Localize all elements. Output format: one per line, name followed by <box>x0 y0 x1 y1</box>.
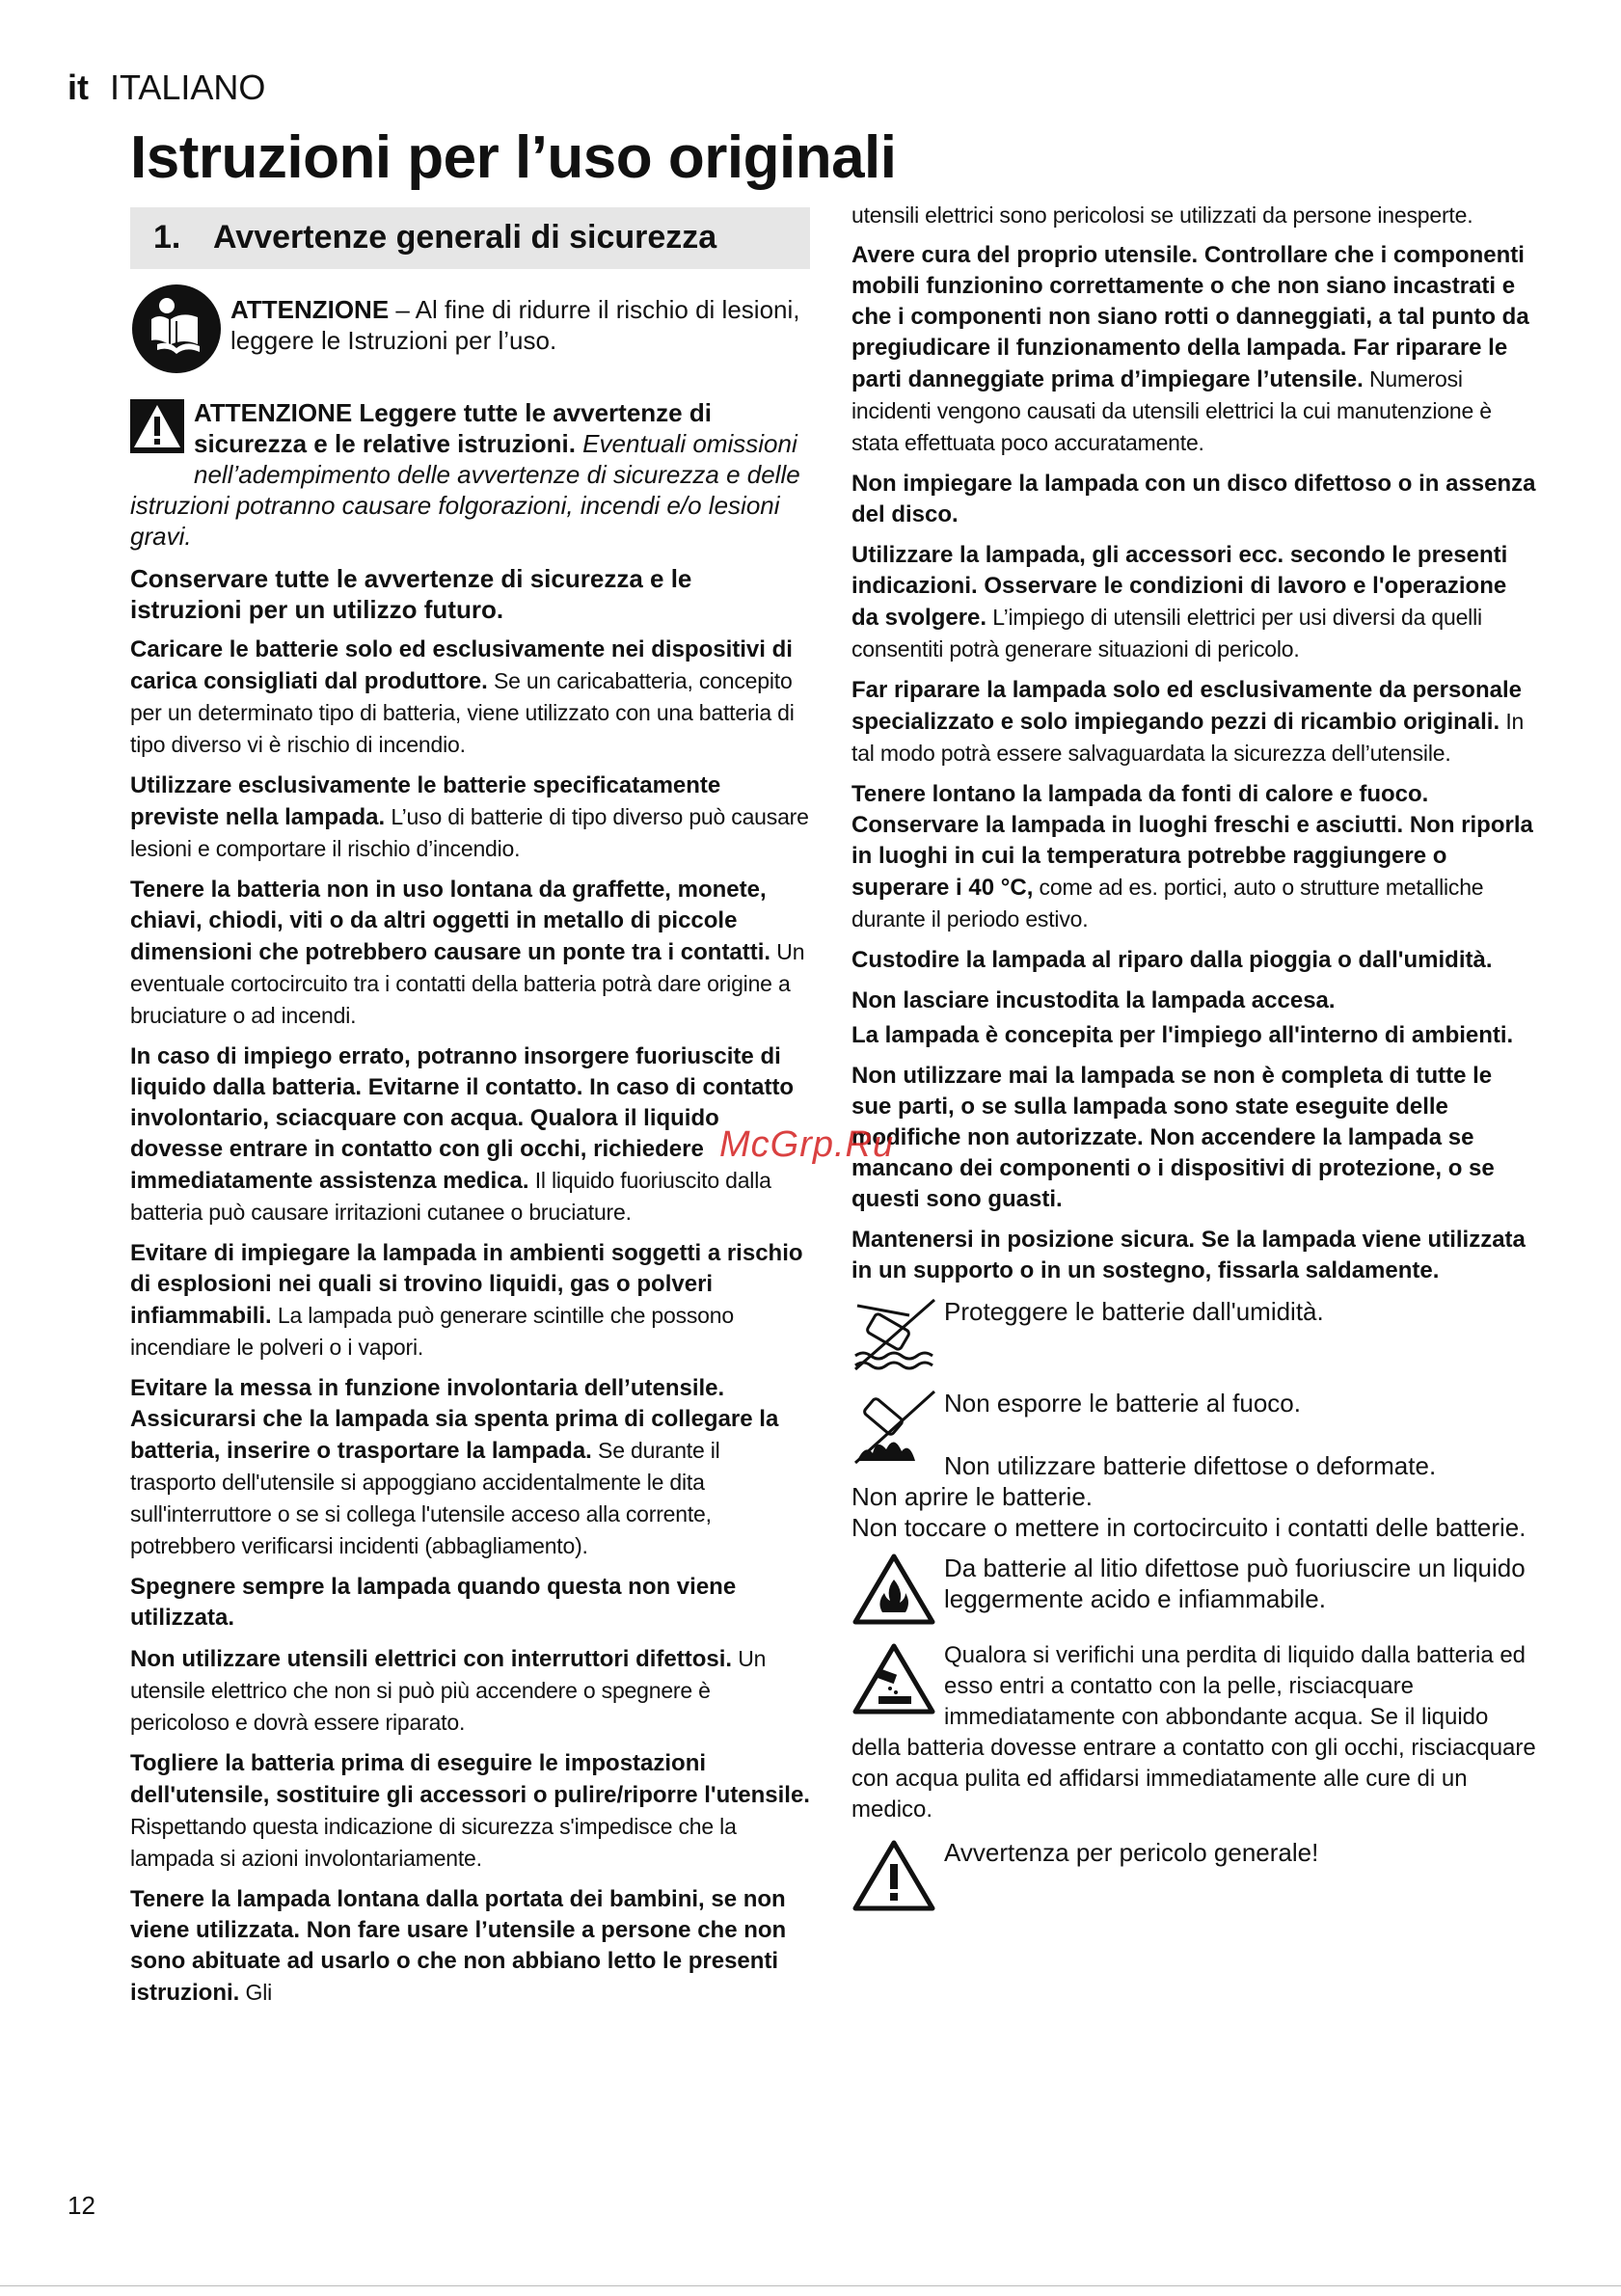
corrosive-warning-icon <box>851 1642 936 1724</box>
paragraph-bold: Utilizzare esclusivamente le batterie specificatamente previste nella lampada. <box>130 772 721 830</box>
paragraph <box>851 675 1538 770</box>
paragraph <box>130 1884 810 2009</box>
paragraph: Mantenersi in posizione sicura. Se la lampada viene utilizzata in un supporto o in un sostegno, fissarla saldamente. <box>851 1227 1526 1283</box>
paragraph-bold: Togliere la batteria prima di eseguire le impostazioni dell'utensile, sostituire gli accessori o pulire/riporre l'utensile. <box>130 1750 810 1808</box>
paragraph-bold: Non utilizzare utensili elettrici con interruttori difettosi. <box>130 1646 733 1672</box>
general-warning <box>130 397 810 552</box>
paragraph-text: Se un caricabatteria, concepito per un determinato tipo di batteria, viene utilizzato con una batteria di tipo diverso vi è rischio di incendio. <box>130 668 795 757</box>
paragraph-text: Un utensile elettrico che non si può più accendere o spegnere è pericoloso e dovrà essere riparato. <box>130 1646 767 1735</box>
paragraph-text: La lampada può generare scintille che possono incendiare le polveri o i vapori. <box>130 1303 734 1360</box>
general-warning-title: ATTENZIONE Leggere tutte le avvertenze di sicurezza e le relative istruzioni. <box>194 398 712 458</box>
paragraph-text: Se durante il trasporto dell'utensile si appoggiano accidentalmente le dita sull'interruttore o se si collega l'utensile acceso alla corrente, potrebbero verificarsi incidenti (abbagliamento). <box>130 1438 720 1558</box>
paragraph-text: Numerosi incidenti vengono causati da utensili elettrici la cui manutenzione è stata effettuata poco accuratamente. <box>851 366 1492 455</box>
language-code: it <box>68 68 89 107</box>
section-number: 1. <box>153 219 181 256</box>
general-warning-icon <box>851 1837 936 1921</box>
page-number: 12 <box>68 2191 95 2220</box>
paragraph-text: Rispettando questa indicazione di sicurezza s'impedisce che la lampada si azioni involontariamente. <box>130 1814 737 1871</box>
paragraph <box>130 1238 810 1364</box>
symbol-text: Qualora si verifichi una perdita di liquido dalla batteria ed esso entri a contatto con la pelle, risciacquare immediatamente con abbondante acqua. Se il liquido della batteria dovesse entrare a contatto con gli occhi, risciacquare con acqua pulita ed affidarsi immediatamente alle cure di un medico. <box>851 1642 1536 1823</box>
symbol-text: Da batterie al litio difettose può fuoriuscire un liquido leggermente acido e infiammabile. <box>944 1553 1526 1613</box>
right-column <box>851 200 1538 1929</box>
paragraph-bold: In caso di impiego errato, potranno insorgere fuoriuscite di liquido dalla batteria. Evitarne il contatto. In caso di contatto involontario, sciacquare con acqua. Qualora il liquido dovesse entrare in contatto con gli occhi, richiedere immediatamente assistenza medica. <box>130 1043 795 1194</box>
paragraph <box>851 779 1538 935</box>
read-manual-icon <box>130 283 223 384</box>
paragraph: La lampada è concepita per l'impiego all'interno di ambienti. <box>851 1022 1514 1048</box>
paragraph <box>130 635 810 761</box>
manual-note-label: ATTENZIONE <box>230 295 390 324</box>
paragraph-bold: Evitare di impiegare la lampada in ambienti soggetti a rischio di esplosioni nei quali si trovino liquidi, gas o polveri infiammabili. <box>130 1240 803 1329</box>
paragraph <box>130 875 810 1032</box>
symbol-corrosive <box>851 1640 1538 1825</box>
no-fire-icon <box>851 1388 936 1472</box>
paragraph: Non impiegare la lampada con un disco difettoso o in assenza del disco. <box>851 471 1536 527</box>
paragraph <box>130 1643 810 1739</box>
symbol-moisture <box>851 1296 1538 1380</box>
paragraph-text: come ad es. portici, auto o strutture metalliche durante il periodo estivo. <box>851 875 1484 932</box>
paragraph-text: L’uso di batterie di tipo diverso può causare lesioni e comportare il rischio d’incendio. <box>130 804 809 861</box>
paragraph: Non lasciare incustodita la lampada accesa. <box>851 987 1336 1013</box>
paragraph: Custodire la lampada al riparo dalla pioggia o dall'umidità. <box>851 947 1493 973</box>
symbol-damaged-line1: Non utilizzare batterie difettose o deformate. <box>944 1451 1437 1480</box>
symbol-text: Avvertenza per pericolo generale! <box>944 1838 1319 1867</box>
language-name: ITALIANO <box>110 68 266 107</box>
no-moisture-icon <box>851 1296 936 1380</box>
language-header <box>68 68 265 108</box>
paragraph: Conservare tutte le avvertenze di sicurezza e le istruzioni per un utilizzo futuro. <box>130 564 692 624</box>
document-title: Istruzioni per l’uso originali <box>130 124 897 191</box>
paragraph-text: L’impiego di utensili elettrici per usi diversi da quelli consentiti potrà generare situazioni di pericolo. <box>851 605 1482 662</box>
general-warning-text: Eventuali omissioni nell’adempimento delle avvertenze di sicurezza e delle istruzioni potranno causare folgorazioni, incendi e/o lesioni gravi. <box>130 429 800 551</box>
paragraph: Spegnere sempre la lampada quando questa non viene utilizzata. <box>130 1574 737 1631</box>
manual-note-text: – Al fine di ridurre il rischio di lesioni, leggere le Istruzioni per l’uso. <box>230 295 800 355</box>
paragraph-text: Gli <box>239 1980 273 2005</box>
paragraph-bold: Tenere lontano la lampada da fonti di calore e fuoco. Conservare la lampada in luoghi freschi e asciutti. Non riporla in luoghi in cui la temperatura potrebbe raggiungere o superare i 40 °C, <box>851 781 1533 901</box>
paragraph-bold: Avere cura del proprio utensile. Controllare che i componenti mobili funzionino correttamente o che non siano incastrati e che i componenti non siano rotti o danneggiati, a tal punto da pregiudicare il funzionamento della lampada. Far riparare le parti danneggiate prima d’impiegare l’utensile. <box>851 242 1529 392</box>
left-column <box>130 207 810 2018</box>
paragraph <box>130 770 810 865</box>
paragraph-bold: Caricare le batterie solo ed esclusivamente nei dispositivi di carica consigliati dal produttore. <box>130 636 793 694</box>
symbol-damaged-line2: Non aprire le batterie. <box>851 1482 1094 1511</box>
watermark: McGrp.Ru <box>719 1124 895 1165</box>
flammable-warning-icon <box>851 1553 936 1633</box>
paragraph-bold: Tenere la batteria non in uso lontana da graffette, monete, chiavi, chiodi, viti o da altri oggetti in metallo di piccole dimensioni che potrebbero causare un ponte tra i contatti. <box>130 877 771 965</box>
paragraph-bold: Far riparare la lampada solo ed esclusivamente da personale specializzato e solo impiegando pezzi di ricambio originali. <box>851 677 1522 735</box>
paragraph <box>130 1748 810 1875</box>
paragraph: utensili elettrici sono pericolosi se utilizzati da persone inesperte. <box>851 203 1473 228</box>
paragraph: Non utilizzare mai la lampada se non è completa di tutte le sue parti, o se sulla lampada sono state eseguite delle modifiche non autorizzate. Non accendere la lampada se mancano dei componenti o i dispositivi di protezione, o se questi sono guasti. <box>851 1063 1495 1212</box>
symbol-flammable <box>851 1553 1538 1633</box>
symbol-damaged-line3: Non toccare o mettere in cortocircuito i contatti delle batterie. <box>851 1513 1526 1542</box>
paragraph-bold: Tenere la lampada lontana dalla portata dei bambini, se non viene utilizzata. Non fare usare l’utensile a persone che non sono abituate ad usarlo o che non abbiano letto le presenti istruzioni. <box>130 1886 787 2006</box>
bottom-rule <box>0 2285 1621 2286</box>
warning-triangle-icon <box>130 399 184 460</box>
paragraph-text: In tal modo potrà essere salvaguardata la sicurezza dell’utensile. <box>851 709 1525 766</box>
paragraph-bold: Utilizzare la lampada, gli accessori ecc. secondo le presenti indicazioni. Osservare le condizioni di lavoro e l'operazione da svolgere. <box>851 542 1508 631</box>
paragraph <box>130 1373 810 1562</box>
symbol-text: Proteggere le batterie dall'umidità. <box>944 1297 1324 1326</box>
paragraph <box>130 1041 810 1229</box>
section-title: Avvertenze generali di sicurezza <box>213 219 717 256</box>
paragraph <box>851 240 1538 459</box>
symbol-general <box>851 1833 1538 1921</box>
symbol-text: Non esporre le batterie al fuoco. <box>944 1389 1301 1418</box>
paragraph <box>851 540 1538 665</box>
paragraph-text: Un eventuale cortocircuito tra i contatti della batteria potrà dare origine a bruciature o ad incendi. <box>130 939 805 1028</box>
section-heading <box>130 207 810 269</box>
paragraph-text: Il liquido fuoriuscito dalla batteria può causare irritazioni cutanee o bruciature. <box>130 1168 771 1225</box>
read-manual-note <box>130 283 810 384</box>
paragraph-bold: Evitare la messa in funzione involontaria dell’utensile. Assicurarsi che la lampada sia spenta prima di collegare la batteria, inserire o trasportare la lampada. <box>130 1375 779 1464</box>
